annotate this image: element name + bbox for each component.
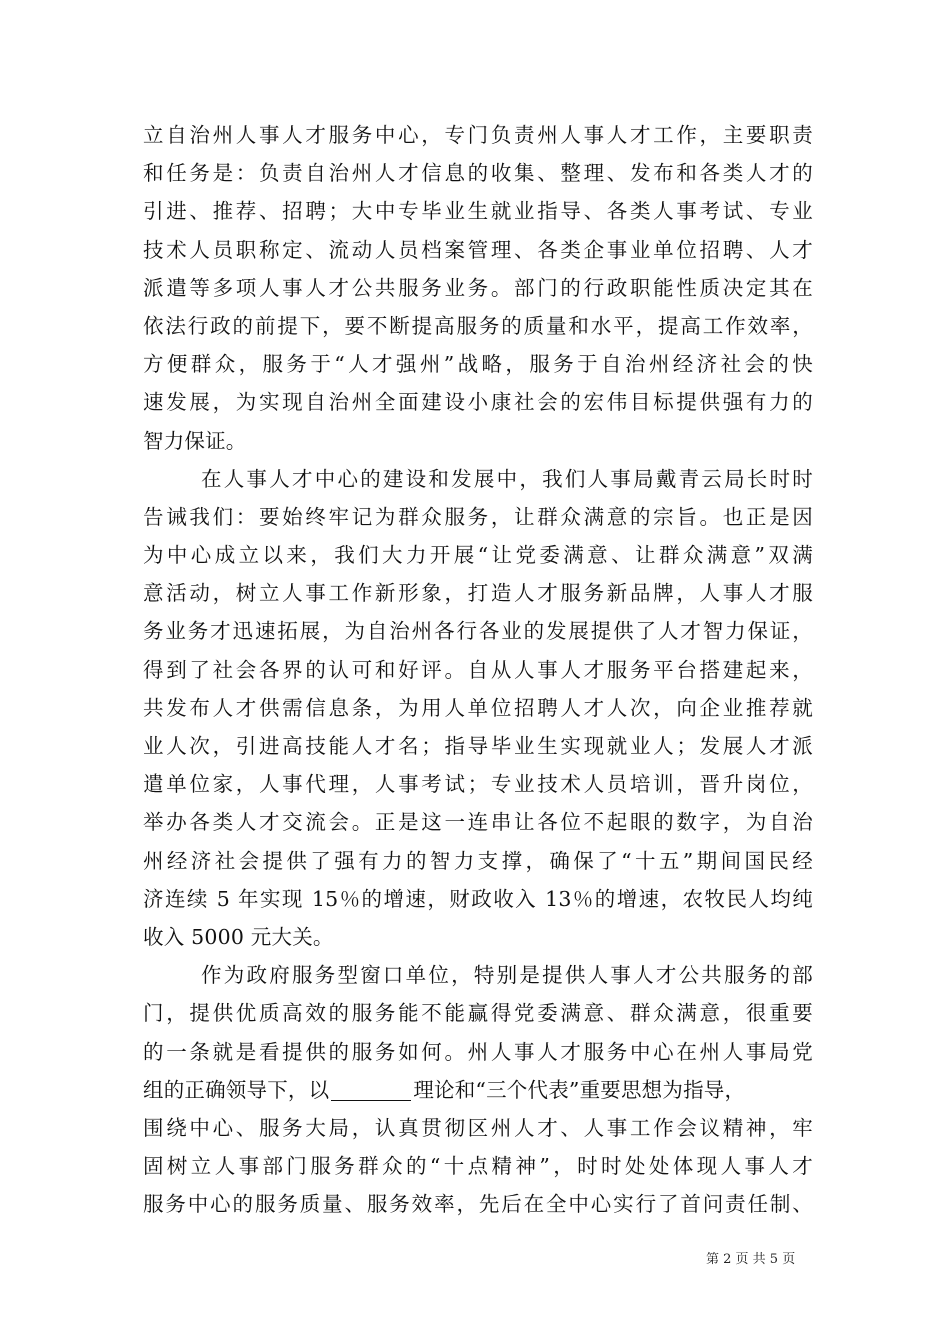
text-line: 围绕中心、服务大局，认真贯彻区州人才、人事工作会议精神，牢 xyxy=(143,1115,813,1140)
text-line: 速发展，为实现自治州全面建设小康社会的宏伟目标提供强有力的 xyxy=(143,390,813,415)
text-line: 意活动，树立人事工作新形象，打造人才服务新品牌，人事人才服 xyxy=(143,581,813,606)
text-line: 得到了社会各界的认可和好评。自从人事人才服务平台搭建起来， xyxy=(143,657,813,682)
text-line: 告诫我们：要始终牢记为群众服务，让群众满意的宗旨。也正是因 xyxy=(143,504,813,529)
text-line: 智力保证。 xyxy=(143,428,247,453)
document-body xyxy=(143,116,813,1223)
text-line: 收入 5000 元大关。 xyxy=(143,924,334,949)
text-line: 方便群众，服务于“人才强州”战略，服务于自治州经济社会的快 xyxy=(143,352,813,377)
text-line: 举办各类人才交流会。正是这一连串让各位不起眼的数字，为自治 xyxy=(143,810,813,835)
text-line: 共发布人才供需信息条，为用人单位招聘人才人次，向企业推荐就 xyxy=(143,695,813,720)
text-line: 的一条就是看提供的服务如何。州人事人才服务中心在州人事局党 xyxy=(143,1039,813,1064)
text-segment: 理论和“三个代表”重要思想为指导， xyxy=(413,1077,746,1102)
text-line: 引进、推荐、招聘；大中专毕业生就业指导、各类人事考试、专业 xyxy=(143,199,813,224)
text-line: 服务中心的服务质量、服务效率，先后在全中心实行了首问责任制、 xyxy=(143,1192,813,1217)
text-line: 立自治州人事人才服务中心，专门负责州人事人才工作，主要职责 xyxy=(143,123,813,147)
text-line: 遣单位家，人事代理，人事考试；专业技术人员培训，晋升岗位， xyxy=(143,772,813,797)
text-line: 作为政府服务型窗口单位，特别是提供人事人才公共服务的部 xyxy=(201,963,813,988)
page-number: 第 2 页 共 5 页 xyxy=(706,1252,796,1267)
text-line: 固树立人事部门服务群众的“十点精神”，时时处处体现人事人才 xyxy=(143,1154,813,1179)
text-line: 务业务才迅速拓展，为自治州各行各业的发展提供了人才智力保证， xyxy=(143,619,813,644)
text-line: 济连续 5 年实现 15％的增速，财政收入 13％的增速，农牧民人均纯 xyxy=(143,886,813,911)
text-line: 和任务是：负责自治州人才信息的收集、整理、发布和各类人才的 xyxy=(143,161,813,186)
text-line: 为中心成立以来，我们大力开展“让党委满意、让群众满意”双满 xyxy=(143,543,813,568)
text-line: 州经济社会提供了强有力的智力支撑，确保了“十五”期间国民经 xyxy=(143,848,813,873)
text-line: 门，提供优质高效的服务能不能赢得党委满意、群众满意，很重要 xyxy=(143,1001,813,1026)
text-line: 技术人员职称定、流动人员档案管理、各类企事业单位招聘、人才 xyxy=(143,237,813,262)
text-line: 业人次，引进高技能人才名；指导毕业生实现就业人；发展人才派 xyxy=(143,734,813,758)
fill-in-blank xyxy=(331,1080,411,1101)
text-line: 派遣等多项人事人才公共服务业务。部门的行政职能性质决定其在 xyxy=(143,275,813,300)
text-line xyxy=(143,1071,813,1109)
text-line: 在人事人才中心的建设和发展中，我们人事局戴青云局长时时 xyxy=(201,466,813,491)
text-line: 依法行政的前提下，要不断提高服务的质量和水平，提高工作效率， xyxy=(143,313,813,338)
text-segment: 组的正确领导下，以 xyxy=(143,1077,330,1102)
